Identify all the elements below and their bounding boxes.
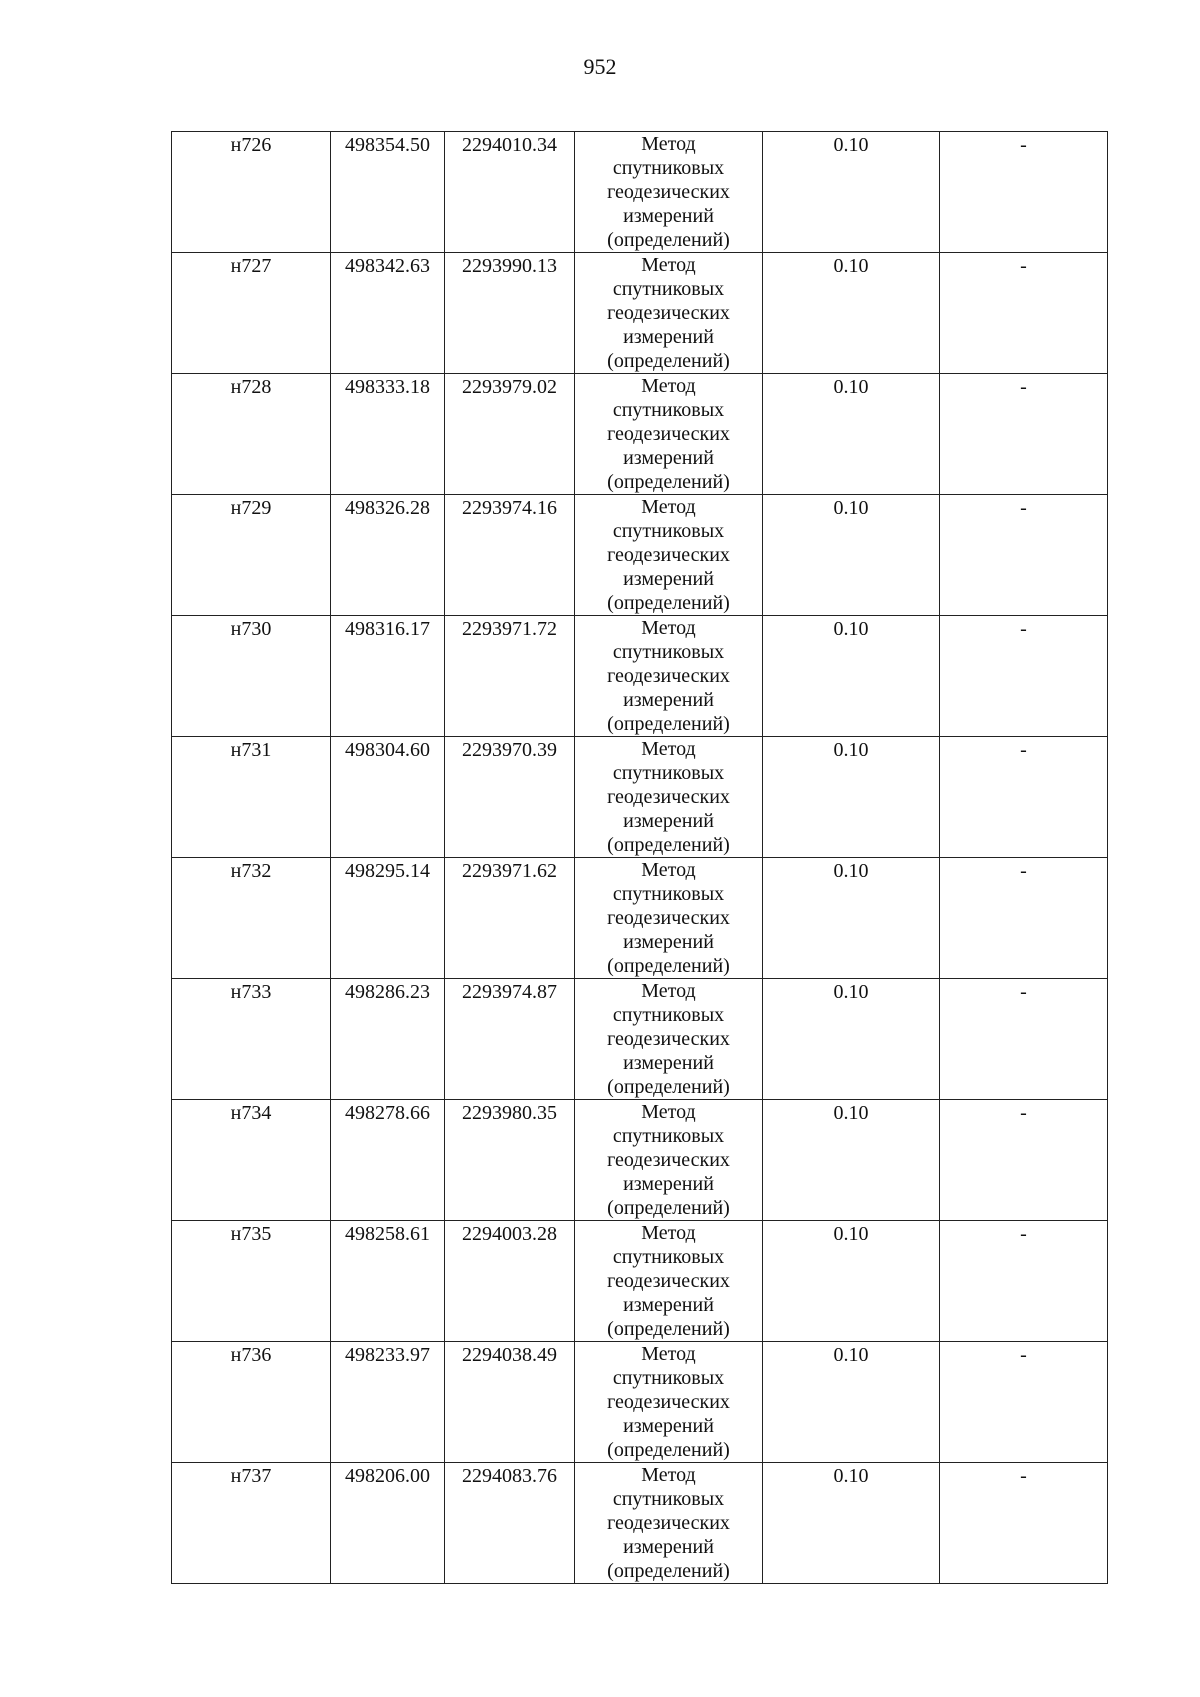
method-text-line: измерений bbox=[623, 1536, 714, 1558]
method-text-line: геодезических bbox=[607, 786, 730, 808]
method-text-line: (определений) bbox=[607, 955, 730, 977]
method-text-line: геодезических bbox=[607, 423, 730, 445]
method-text-line: измерений bbox=[623, 205, 714, 227]
method-text-line: спутниковых bbox=[612, 1367, 725, 1389]
method-cell bbox=[575, 1463, 763, 1584]
method-text-line: (определений) bbox=[607, 592, 730, 614]
point-id-cell: н728 bbox=[172, 374, 331, 495]
table-row bbox=[172, 616, 1108, 737]
method-text-line: Метод bbox=[641, 254, 696, 276]
y-coordinate-cell: 2293980.35 bbox=[445, 1100, 575, 1221]
note-cell: - bbox=[940, 616, 1108, 737]
note-cell: - bbox=[940, 979, 1108, 1100]
accuracy-cell: 0.10 bbox=[763, 253, 940, 374]
method-text-line: (определений) bbox=[607, 834, 730, 856]
method-text-line: спутниковых bbox=[612, 399, 725, 421]
point-id-cell: н736 bbox=[172, 1342, 331, 1463]
x-coordinate-cell: 498233.97 bbox=[331, 1342, 445, 1463]
accuracy-cell: 0.10 bbox=[763, 737, 940, 858]
table-row bbox=[172, 374, 1108, 495]
method-text-line: измерений bbox=[623, 568, 714, 590]
accuracy-cell: 0.10 bbox=[763, 979, 940, 1100]
x-coordinate-cell: 498354.50 bbox=[331, 132, 445, 253]
method-text-line: Метод bbox=[641, 1464, 696, 1486]
point-id-cell: н729 bbox=[172, 495, 331, 616]
method-text-line: измерений bbox=[623, 447, 714, 469]
coordinates-table bbox=[171, 131, 1108, 1584]
y-coordinate-cell: 2293970.39 bbox=[445, 737, 575, 858]
x-coordinate-cell: 498316.17 bbox=[331, 616, 445, 737]
method-text-line: спутниковых bbox=[612, 641, 725, 663]
method-text-line: измерений bbox=[623, 1294, 714, 1316]
method-text-line: (определений) bbox=[607, 1076, 730, 1098]
method-cell bbox=[575, 858, 763, 979]
y-coordinate-cell: 2293979.02 bbox=[445, 374, 575, 495]
y-coordinate-cell: 2294003.28 bbox=[445, 1221, 575, 1342]
method-text-line: (определений) bbox=[607, 229, 730, 251]
method-text-line: геодезических bbox=[607, 1391, 730, 1413]
point-id-cell: н732 bbox=[172, 858, 331, 979]
point-id-cell: н726 bbox=[172, 132, 331, 253]
table-row bbox=[172, 253, 1108, 374]
method-text-line: измерений bbox=[623, 1052, 714, 1074]
method-text-line: геодезических bbox=[607, 302, 730, 324]
method-text-line: измерений bbox=[623, 931, 714, 953]
note-cell: - bbox=[940, 495, 1108, 616]
method-text-line: измерений bbox=[623, 1415, 714, 1437]
method-text-line: спутниковых bbox=[612, 157, 725, 179]
x-coordinate-cell: 498278.66 bbox=[331, 1100, 445, 1221]
note-cell: - bbox=[940, 132, 1108, 253]
method-text-line: спутниковых bbox=[612, 883, 725, 905]
method-text-line: измерений bbox=[623, 1173, 714, 1195]
coordinates-table-body bbox=[172, 132, 1108, 1584]
method-text-line: геодезических bbox=[607, 181, 730, 203]
method-cell bbox=[575, 495, 763, 616]
method-text-line: (определений) bbox=[607, 1439, 730, 1461]
accuracy-cell: 0.10 bbox=[763, 495, 940, 616]
method-text-line: Метод bbox=[641, 1101, 696, 1123]
note-cell: - bbox=[940, 1100, 1108, 1221]
method-text-line: спутниковых bbox=[612, 520, 725, 542]
point-id-cell: н735 bbox=[172, 1221, 331, 1342]
y-coordinate-cell: 2293990.13 bbox=[445, 253, 575, 374]
point-id-cell: н731 bbox=[172, 737, 331, 858]
table-row bbox=[172, 1463, 1108, 1584]
x-coordinate-cell: 498333.18 bbox=[331, 374, 445, 495]
method-text-line: (определений) bbox=[607, 713, 730, 735]
note-cell: - bbox=[940, 858, 1108, 979]
y-coordinate-cell: 2294083.76 bbox=[445, 1463, 575, 1584]
method-cell bbox=[575, 253, 763, 374]
accuracy-cell: 0.10 bbox=[763, 1100, 940, 1221]
method-cell bbox=[575, 1221, 763, 1342]
x-coordinate-cell: 498286.23 bbox=[331, 979, 445, 1100]
method-text-line: спутниковых bbox=[612, 278, 725, 300]
method-text-line: геодезических bbox=[607, 544, 730, 566]
x-coordinate-cell: 498206.00 bbox=[331, 1463, 445, 1584]
table-row bbox=[172, 737, 1108, 858]
method-text-line: спутниковых bbox=[612, 1246, 725, 1268]
point-id-cell: н734 bbox=[172, 1100, 331, 1221]
method-text-line: Метод bbox=[641, 738, 696, 760]
point-id-cell: н730 bbox=[172, 616, 331, 737]
method-text-line: Метод bbox=[641, 859, 696, 881]
method-text-line: (определений) bbox=[607, 1560, 730, 1582]
method-text-line: измерений bbox=[623, 810, 714, 832]
method-text-line: измерений bbox=[623, 326, 714, 348]
table-row bbox=[172, 1221, 1108, 1342]
note-cell: - bbox=[940, 737, 1108, 858]
method-cell bbox=[575, 979, 763, 1100]
y-coordinate-cell: 2293971.72 bbox=[445, 616, 575, 737]
method-text-line: геодезических bbox=[607, 665, 730, 687]
method-text-line: спутниковых bbox=[612, 1125, 725, 1147]
point-id-cell: н737 bbox=[172, 1463, 331, 1584]
method-cell bbox=[575, 737, 763, 858]
method-text-line: геодезических bbox=[607, 1028, 730, 1050]
note-cell: - bbox=[940, 1342, 1108, 1463]
method-text-line: измерений bbox=[623, 689, 714, 711]
x-coordinate-cell: 498258.61 bbox=[331, 1221, 445, 1342]
method-cell bbox=[575, 1100, 763, 1221]
method-text-line: спутниковых bbox=[612, 1004, 725, 1026]
method-text-line: Метод bbox=[641, 617, 696, 639]
method-text-line: Метод bbox=[641, 375, 696, 397]
method-text-line: Метод bbox=[641, 980, 696, 1002]
x-coordinate-cell: 498304.60 bbox=[331, 737, 445, 858]
method-text-line: Метод bbox=[641, 1343, 696, 1365]
method-cell bbox=[575, 132, 763, 253]
accuracy-cell: 0.10 bbox=[763, 1342, 940, 1463]
y-coordinate-cell: 2293974.16 bbox=[445, 495, 575, 616]
note-cell: - bbox=[940, 253, 1108, 374]
note-cell: - bbox=[940, 1463, 1108, 1584]
method-text-line: (определений) bbox=[607, 1318, 730, 1340]
accuracy-cell: 0.10 bbox=[763, 1221, 940, 1342]
method-text-line: (определений) bbox=[607, 350, 730, 372]
note-cell: - bbox=[940, 1221, 1108, 1342]
table-row bbox=[172, 132, 1108, 253]
method-text-line: Метод bbox=[641, 1222, 696, 1244]
point-id-cell: н733 bbox=[172, 979, 331, 1100]
table-row bbox=[172, 1342, 1108, 1463]
accuracy-cell: 0.10 bbox=[763, 858, 940, 979]
method-text-line: (определений) bbox=[607, 471, 730, 493]
point-id-cell: н727 bbox=[172, 253, 331, 374]
method-text-line: спутниковых bbox=[612, 762, 725, 784]
y-coordinate-cell: 2294010.34 bbox=[445, 132, 575, 253]
method-cell bbox=[575, 374, 763, 495]
method-text-line: спутниковых bbox=[612, 1488, 725, 1510]
x-coordinate-cell: 498326.28 bbox=[331, 495, 445, 616]
accuracy-cell: 0.10 bbox=[763, 132, 940, 253]
accuracy-cell: 0.10 bbox=[763, 616, 940, 737]
method-text-line: Метод bbox=[641, 133, 696, 155]
method-text-line: геодезических bbox=[607, 1149, 730, 1171]
method-text-line: (определений) bbox=[607, 1197, 730, 1219]
method-text-line: геодезических bbox=[607, 1512, 730, 1534]
x-coordinate-cell: 498342.63 bbox=[331, 253, 445, 374]
accuracy-cell: 0.10 bbox=[763, 374, 940, 495]
table-row bbox=[172, 858, 1108, 979]
method-cell bbox=[575, 616, 763, 737]
y-coordinate-cell: 2293971.62 bbox=[445, 858, 575, 979]
table-row bbox=[172, 1100, 1108, 1221]
method-text-line: Метод bbox=[641, 496, 696, 518]
y-coordinate-cell: 2293974.87 bbox=[445, 979, 575, 1100]
table-row bbox=[172, 979, 1108, 1100]
note-cell: - bbox=[940, 374, 1108, 495]
page-number: 952 bbox=[583, 54, 617, 79]
table-row bbox=[172, 495, 1108, 616]
method-text-line: геодезических bbox=[607, 907, 730, 929]
accuracy-cell: 0.10 bbox=[763, 1463, 940, 1584]
method-cell bbox=[575, 1342, 763, 1463]
x-coordinate-cell: 498295.14 bbox=[331, 858, 445, 979]
y-coordinate-cell: 2294038.49 bbox=[445, 1342, 575, 1463]
method-text-line: геодезических bbox=[607, 1270, 730, 1292]
